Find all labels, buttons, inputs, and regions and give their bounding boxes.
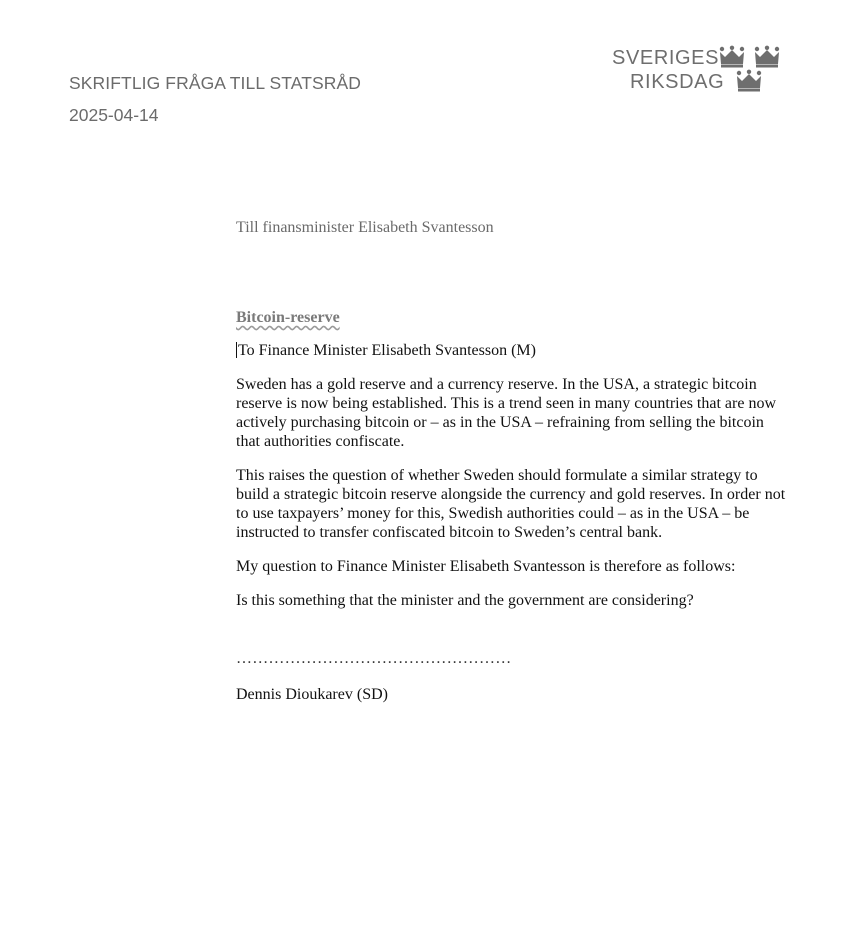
body-paragraph: This raises the question of whether Sweden should formulate a similar strategy to build a strategic bitcoin reserve alongside the currency and gold reserves. In order not to use taxpayers’ money for this, Swedish authorities could – as in the USA – be instructed to transfer confiscated bitcoin to Sweden’s central bank. xyxy=(236,467,786,541)
three-crowns-icon xyxy=(718,44,783,94)
recipient-line: Till finansminister Elisabeth Svantesson xyxy=(236,219,494,236)
body-paragraph: Sweden has a gold reserve and a currency reserve. In the USA, a strategic bitcoin reserve is now being established. This is a trend seen in many countries that are now actively purchasing bitcoin or – as in the USA – refraining from selling the bitcoin that authorities confiscate. xyxy=(236,376,777,450)
logo-text-sveriges: SVERIGES xyxy=(612,47,720,69)
logo-text-riksdag: RIKSDAG xyxy=(630,71,725,93)
riksdag-logo xyxy=(608,44,783,94)
question-title: Bitcoin-reserve xyxy=(236,309,340,326)
document-date: 2025-04-14 xyxy=(69,105,159,125)
document-type-heading: SKRIFTLIG FRÅGA TILL STATSRÅD xyxy=(69,73,362,93)
signature-line: …………………………………………… xyxy=(236,650,512,667)
signature-name: Dennis Dioukarev (SD) xyxy=(236,686,388,703)
text-cursor xyxy=(236,342,237,358)
body-paragraph: My question to Finance Minister Elisabeth Svantesson is therefore as follows: xyxy=(236,558,736,575)
salutation-text: To Finance Minister Elisabeth Svantesson (M) xyxy=(238,342,536,359)
question-paragraph: Is this something that the minister and the government are considering? xyxy=(236,592,694,609)
question-body xyxy=(236,341,786,625)
salutation-paragraph xyxy=(236,341,786,360)
